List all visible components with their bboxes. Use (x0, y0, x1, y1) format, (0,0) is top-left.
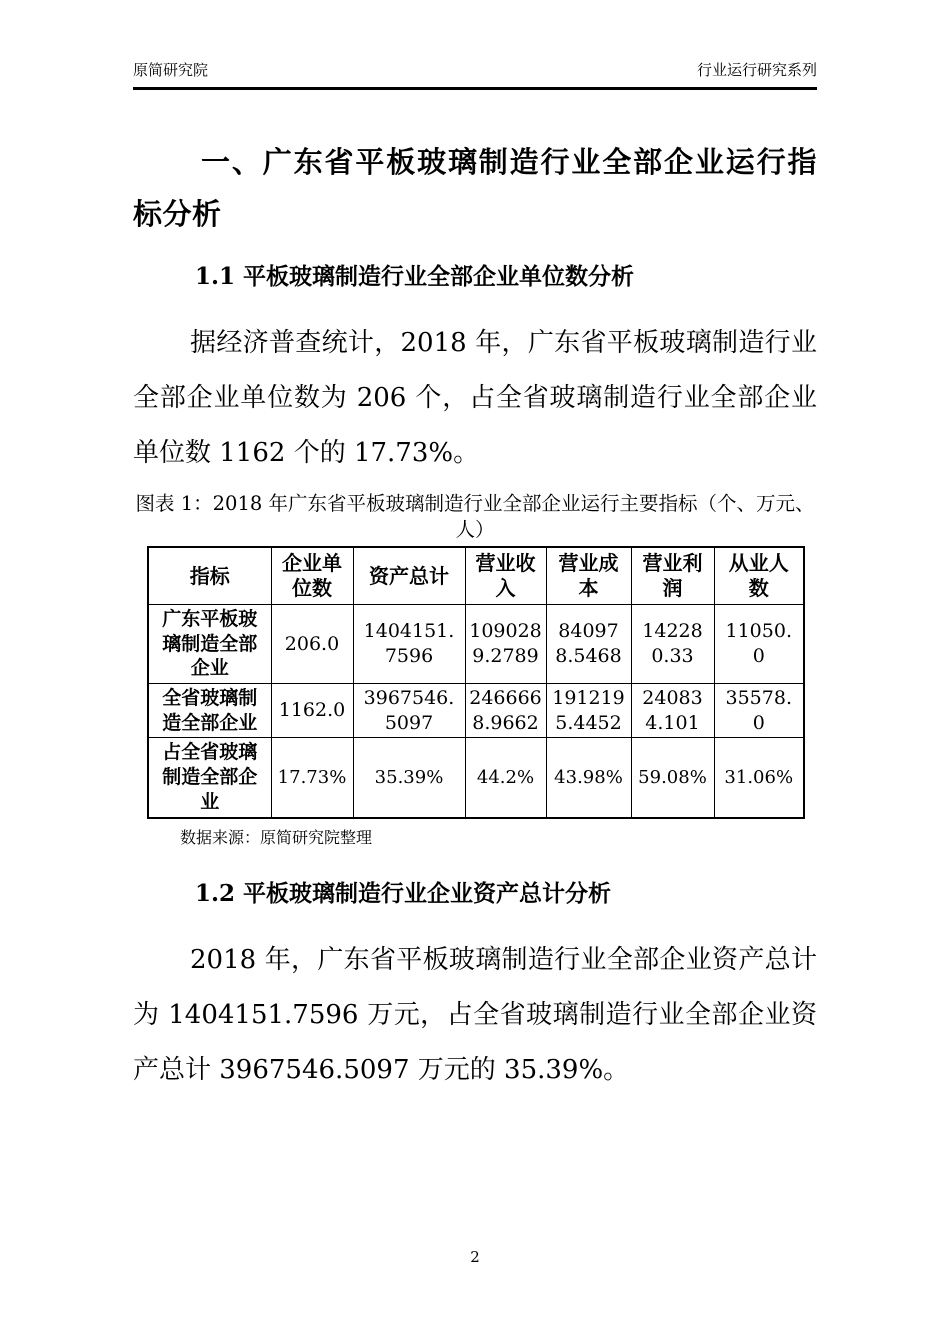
indicators-table (147, 546, 805, 819)
header-cell-enterprise-units: 企业单位数 (271, 547, 353, 605)
header-cell-indicator: 指标 (148, 547, 271, 605)
header-cell-total-assets: 资产总计 (353, 547, 465, 605)
table-caption: 图表 1：2018 年广东省平板玻璃制造行业全部企业运行主要指标（个、万元、人） (135, 492, 815, 541)
table-row-guangdong-flat-glass (148, 605, 804, 684)
table-cell: 43.98% (546, 738, 631, 818)
table-cell: 11050.0 (714, 605, 804, 684)
table-cell: 206.0 (271, 605, 353, 684)
page-number: 2 (470, 1248, 480, 1266)
table-cell: 2466668.9662 (465, 684, 546, 738)
table-cell: 1090289.2789 (465, 605, 546, 684)
table-cell: 35578.0 (714, 684, 804, 738)
table-cell: 44.2% (465, 738, 546, 818)
header-cell-operating-revenue: 营业收入 (465, 547, 546, 605)
table-cell: 3967546.5097 (353, 684, 465, 738)
header-right-text: 行业运行研究系列 (696, 61, 817, 79)
running-header (133, 0, 817, 90)
row-label: 广东平板玻璃制造全部企业 (148, 605, 271, 684)
table-row-share-of-province (148, 738, 804, 818)
table-cell: 1162.0 (271, 684, 353, 738)
table-cell: 142280.33 (631, 605, 714, 684)
row-label: 全省玻璃制造全部企业 (148, 684, 271, 738)
header-cell-employees: 从业人数 (714, 547, 804, 605)
table-header-row (148, 547, 804, 605)
header-cell-operating-profit: 营业利润 (631, 547, 714, 605)
table-cell: 17.73% (271, 738, 353, 818)
header-left-text: 原简研究院 (133, 61, 209, 79)
table-cell: 840978.5468 (546, 605, 631, 684)
row-label: 占全省玻璃制造全部企业 (148, 738, 271, 818)
section-1-1-heading: 1.1 平板玻璃制造行业全部企业单位数分析 (195, 263, 635, 290)
table-cell: 1912195.4452 (546, 684, 631, 738)
section-1-2-paragraph: 2018 年，广东省平板玻璃制造行业全部企业资产总计为 1404151.7596 万元，占全省玻璃制造行业全部企业资产总计 3967546.5097 万元的 35.39%。 (133, 944, 817, 1085)
table-row-province-glass (148, 684, 804, 738)
header-cell-operating-cost: 营业成本 (546, 547, 631, 605)
table-cell: 35.39% (353, 738, 465, 818)
table-cell: 31.06% (714, 738, 804, 818)
table-cell: 59.08% (631, 738, 714, 818)
document-title: 一、广东省平板玻璃制造行业全部企业运行指标分析 (133, 145, 817, 231)
section-1-1-paragraph: 据经济普查统计，2018 年，广东省平板玻璃制造行业全部企业单位数为 206 个，占全省玻璃制造行业全部企业单位数 1162 个的 17.73%。 (133, 328, 817, 468)
table-cell: 1404151.7596 (353, 605, 465, 684)
section-1-2-heading: 1.2 平板玻璃制造行业企业资产总计分析 (195, 879, 612, 907)
data-source-note: 数据来源：原简研究院整理 (180, 827, 373, 847)
table-cell: 240834.101 (631, 684, 714, 738)
